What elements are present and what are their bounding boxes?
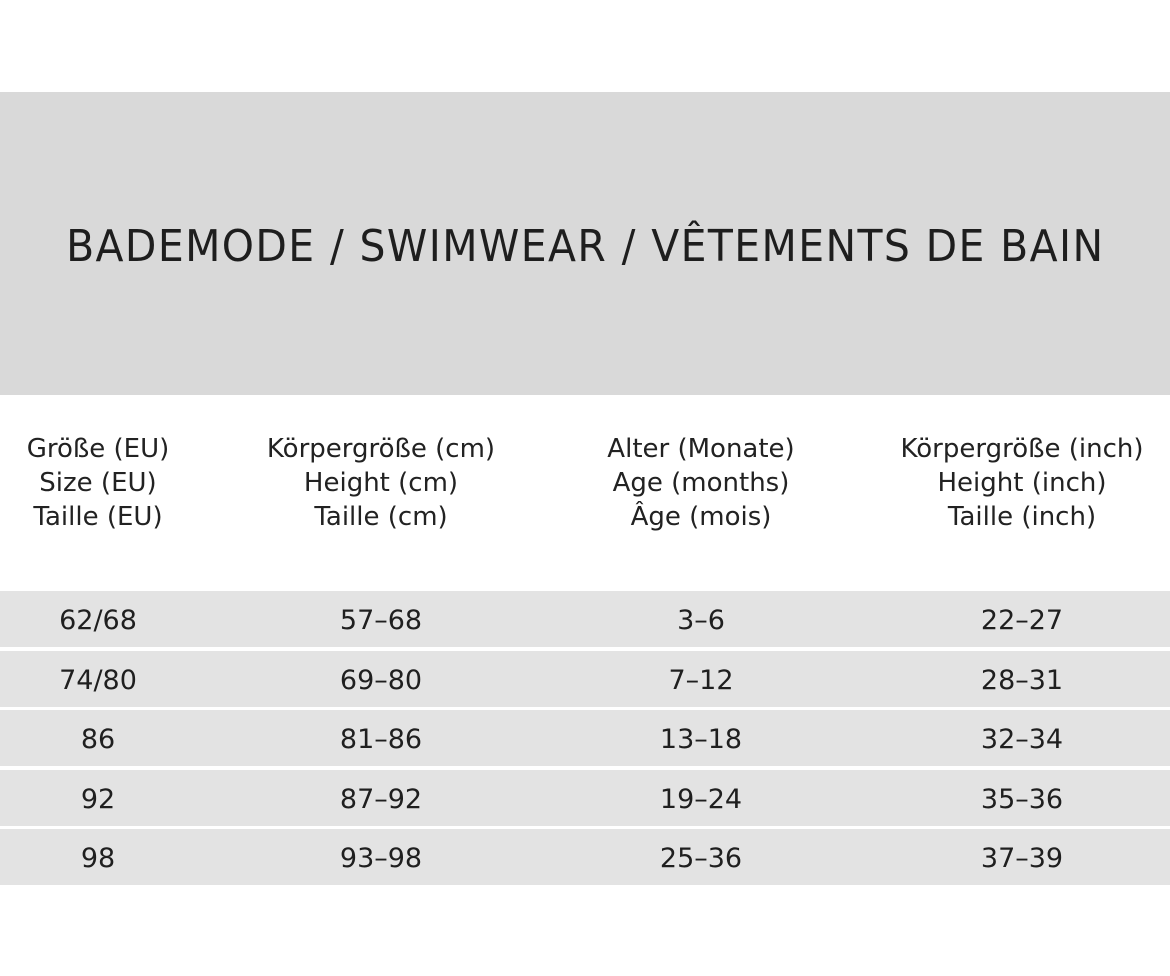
height-inch-cell: 37–39 xyxy=(980,843,1064,874)
height-cm-cell: 69–80 xyxy=(339,664,423,696)
age-cell: 3–6 xyxy=(677,605,725,636)
column-header-line: Taille (inch) xyxy=(947,502,1097,532)
age-cell: 13–18 xyxy=(659,724,743,755)
size-cell: 62/68 xyxy=(59,605,137,636)
column-header-line: Körpergröße (cm) xyxy=(266,434,496,464)
size-cell: 74/80 xyxy=(59,664,137,696)
column-header-height-inch xyxy=(900,432,1143,534)
table-row xyxy=(0,651,1170,707)
table-header xyxy=(0,432,1170,542)
table-row xyxy=(0,770,1170,826)
height-inch-cell: 32–34 xyxy=(980,724,1064,755)
table-row xyxy=(0,829,1170,885)
height-cm-cell: 81–86 xyxy=(339,724,423,755)
table-row xyxy=(0,710,1170,766)
age-cell: 7–12 xyxy=(668,664,734,696)
column-header-size xyxy=(27,432,170,534)
column-header-height-cm xyxy=(267,432,495,534)
column-header-line: Height (inch) xyxy=(937,468,1107,498)
column-header-line: Âge (mois) xyxy=(630,502,772,532)
size-cell: 92 xyxy=(80,783,116,815)
column-header-line: Taille (EU) xyxy=(33,502,163,532)
age-cell: 19–24 xyxy=(659,783,743,815)
column-header-line: Taille (cm) xyxy=(314,502,448,532)
column-header-line: Körpergröße (inch) xyxy=(900,434,1144,464)
height-inch-cell: 35–36 xyxy=(980,783,1064,815)
size-cell: 98 xyxy=(80,843,116,874)
height-inch-cell: 22–27 xyxy=(980,605,1064,636)
size-table-body xyxy=(0,591,1170,889)
height-inch-cell: 28–31 xyxy=(980,664,1064,696)
page-title: BADEMODE / SWIMWEAR / VÊTEMENTS DE BAIN xyxy=(65,221,1105,272)
column-header-line: Height (cm) xyxy=(303,468,459,498)
height-cm-cell: 93–98 xyxy=(339,843,423,874)
column-header-line: Age (months) xyxy=(612,468,790,498)
age-cell: 25–36 xyxy=(659,843,743,874)
size-cell: 86 xyxy=(80,724,116,755)
height-cm-cell: 87–92 xyxy=(339,783,423,815)
title-banner xyxy=(0,92,1170,395)
column-header-age xyxy=(607,432,794,534)
column-header-line: Größe (EU) xyxy=(26,434,170,464)
height-cm-cell: 57–68 xyxy=(339,605,423,636)
table-row xyxy=(0,591,1170,647)
column-header-line: Alter (Monate) xyxy=(607,434,795,464)
column-header-line: Size (EU) xyxy=(39,468,157,498)
